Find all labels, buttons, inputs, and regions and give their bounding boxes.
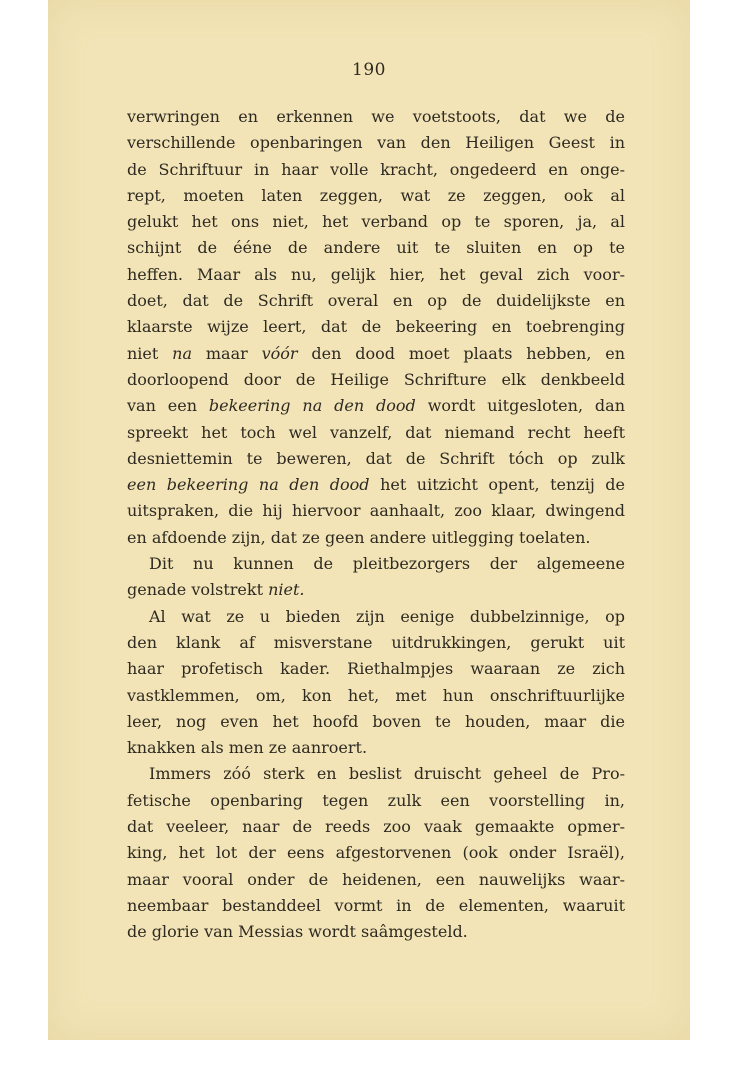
text-line — [127, 341, 625, 367]
text-line — [127, 209, 625, 235]
text-segment: fetische openbaring tegen zulk een voorstelling in, — [127, 790, 625, 810]
text-line — [127, 525, 625, 551]
text-line — [127, 262, 625, 288]
text-segment: uitspraken, die hij hiervoor aanhaalt, zoo klaar, dwingend — [127, 501, 625, 521]
text-line — [127, 446, 625, 472]
text-line — [127, 551, 625, 577]
text-line — [127, 288, 625, 314]
text-line — [127, 840, 625, 866]
text-line — [127, 498, 625, 524]
text-segment: Immers zóó sterk en beslist druischt geheel de Pro- — [149, 764, 625, 784]
text-segment: gelukt het ons niet, het verband op te sporen, ja, al — [127, 212, 625, 232]
text-segment: haar profetisch kader. Riethalmpjes waaraan ze zich — [127, 659, 625, 679]
text-line — [127, 393, 625, 419]
italic-phrase: een bekeering na den dood — [127, 475, 370, 495]
text-segment: leer, nog even het hoofd boven te houden, maar die — [127, 711, 625, 731]
italic-phrase: bekeering na den dood — [208, 396, 416, 416]
text-line — [127, 761, 625, 787]
italic-phrase: vóór — [261, 343, 298, 363]
text-segment: dat veeleer, naar de reeds zoo vaak gemaakte opmer- — [127, 817, 625, 837]
text-segment: knakken als men ze aanroert. — [127, 738, 368, 758]
text-line — [127, 709, 625, 735]
text-segment: den dood moet plaats hebben, en — [297, 343, 625, 363]
text-line — [127, 367, 625, 393]
text-segment: den klank af misverstane uitdrukkingen, gerukt uit — [127, 632, 625, 652]
text-segment: doorloopend door de Heilige Schrifture elk denkbeeld — [127, 369, 625, 389]
text-line — [127, 472, 625, 498]
text-line — [127, 235, 625, 261]
text-segment: genade volstrekt — [127, 580, 269, 600]
text-segment: en afdoende zijn, dat ze geen andere uitlegging toelaten. — [127, 527, 591, 547]
text-segment: verschillende openbaringen van den Heiligen Geest in — [127, 133, 625, 153]
text-line — [127, 683, 625, 709]
text-line — [127, 183, 625, 209]
text-line — [127, 104, 625, 130]
text-line — [127, 420, 625, 446]
text-segment: Dit nu kunnen de pleitbezorgers der algemeene — [149, 554, 625, 574]
text-line — [127, 604, 625, 630]
text-line — [127, 867, 625, 893]
text-segment: Al wat ze u bieden zijn eenige dubbelzinnige, op — [149, 606, 625, 626]
book-page — [48, 0, 690, 1040]
text-segment: de glorie van Messias wordt saâmgesteld. — [127, 922, 468, 942]
text-line — [127, 314, 625, 340]
text-line — [127, 577, 625, 603]
text-segment: doet, dat de Schrift overal en op de duidelijkste en — [127, 291, 625, 311]
text-segment: rept, moeten laten zeggen, wat ze zeggen, ook al — [127, 185, 625, 205]
text-segment: van een — [127, 396, 209, 416]
text-segment: desniettemin te beweren, dat de Schrift tóch op zulk — [127, 448, 625, 468]
text-segment: niet — [127, 343, 173, 363]
text-segment: klaarste wijze leert, dat de bekeering en toebrenging — [127, 317, 625, 337]
text-segment: schijnt de ééne de andere uit te sluiten en op te — [127, 238, 625, 258]
text-line — [127, 735, 625, 761]
page-number: 190 — [352, 60, 386, 80]
text-segment: neembaar bestanddeel vormt in de elementen, waaruit — [127, 895, 625, 915]
text-segment: spreekt het toch wel vanzelf, dat niemand recht heeft — [127, 422, 625, 442]
text-line — [127, 630, 625, 656]
text-segment: het uitzicht opent, tenzij de — [369, 475, 625, 495]
body-text — [127, 104, 625, 946]
text-segment: maar vooral onder de heidenen, een nauwelijks waar- — [127, 869, 625, 889]
text-segment: de Schriftuur in haar volle kracht, ongedeerd en onge- — [127, 159, 625, 179]
text-segment: wordt uitgesloten, dan — [415, 396, 625, 416]
text-line — [127, 157, 625, 183]
text-segment: vastklemmen, om, kon het, met hun onschriftuurlijke — [127, 685, 625, 705]
text-line — [127, 893, 625, 919]
text-segment: maar — [192, 343, 262, 363]
text-segment: verwringen en erkennen we voetstoots, dat we de — [127, 107, 625, 126]
text-line — [127, 788, 625, 814]
italic-phrase: na — [172, 343, 193, 363]
italic-phrase: niet. — [268, 580, 305, 600]
text-segment: king, het lot der eens afgestorvenen (ook onder Israël), — [127, 843, 625, 863]
text-line — [127, 814, 625, 840]
text-segment: heffen. Maar als nu, gelijk hier, het geval zich voor- — [127, 264, 625, 284]
text-line — [127, 656, 625, 682]
text-line — [127, 919, 625, 945]
text-line — [127, 130, 625, 156]
